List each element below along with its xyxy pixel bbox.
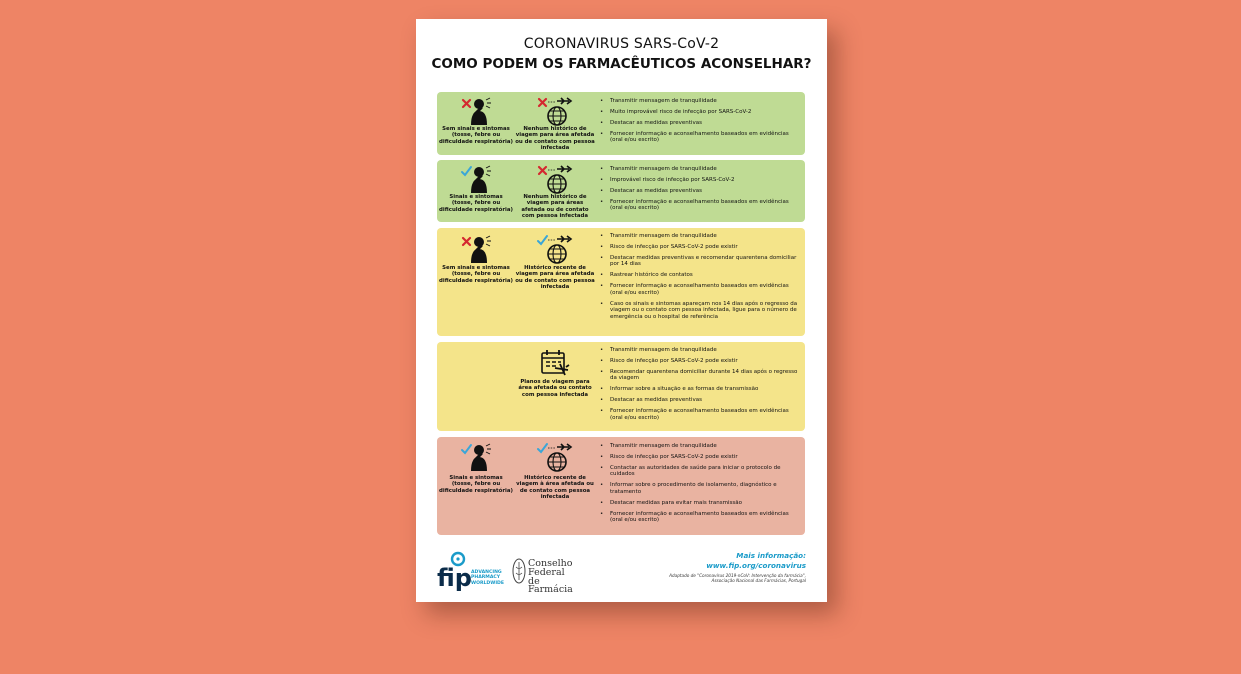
advice-item: • Risco de infecção por SARS-CoV-2 pode existir — [600, 244, 800, 250]
travel-column — [515, 442, 595, 472]
globe-plane-cross-icon — [537, 164, 573, 194]
symptom-column — [439, 442, 513, 472]
globe-plane-check-icon — [537, 234, 573, 264]
symptom-column — [439, 234, 513, 264]
advice-item: • Fornecer informação e aconselhamento baseados em evidências (oral e/ou escrito) — [600, 511, 800, 524]
travel-column — [515, 96, 595, 126]
more-info-link[interactable]: www.fip.org/coronavirus — [706, 561, 806, 570]
globe-plane-check-icon — [537, 442, 573, 472]
symptom-column — [439, 164, 513, 194]
poster-title: CORONAVIRUS SARS-CoV-2 — [523, 36, 720, 52]
globe-plane-cross-icon — [537, 96, 573, 126]
travel-caption: Nenhum histórico de viagem para áreas afetada ou de contato com pessoa infectada — [521, 194, 589, 220]
symptom-caption: Sinais e sintomas (tosse, febre ou dificuldade respiratória) — [439, 475, 513, 494]
symptom-caption: Sinais e sintomas (tosse, febre ou dificuldade respiratória) — [439, 194, 513, 213]
advice-item: • Fornecer informação e aconselhamento baseados em evidências (oral e/ou escrito) — [600, 408, 800, 421]
advice-row — [437, 342, 805, 431]
symptom-caption: Sem sinais e sintomas (tosse, febre ou dificuldade respiratória) — [439, 265, 513, 284]
travel-column — [515, 348, 595, 378]
advice-list — [600, 347, 800, 426]
advice-item: • Fornecer informação e aconselhamento baseados em evidências (oral e/ou escrito) — [600, 283, 800, 296]
advice-item: • Contactar as autoridades de saúde para iniciar o protocolo de cuidados — [600, 465, 800, 478]
credit-text: Adaptado de "Coronavírus 2019-nCoV: Intervenção da farmácia", Associação Nacional das Farmácias, Portugal — [669, 573, 806, 583]
advice-item: • Recomendar quarentena domiciliar durante 14 dias após o regresso da viagem — [600, 369, 800, 382]
travel-column — [515, 164, 595, 194]
fip-tagline: ADVANCING PHARMACY WORLDWIDE — [471, 570, 504, 586]
advice-item: • Caso os sinais e sintomas apareçam nos 14 dias após o regresso da viagem ou o contato com pessoa infectada, ligue para o número de emergência ou o hospital de referência — [600, 301, 800, 320]
fip-logo-text: fip — [437, 564, 472, 592]
advice-list — [600, 443, 800, 528]
advice-item: • Informar sobre o procedimento de isolamento, diagnóstico e tratamento — [600, 482, 800, 495]
advice-list — [600, 233, 800, 325]
advice-item: • Destacar medidas preventivas e recomendar quarentena domiciliar por 14 dias — [600, 255, 800, 268]
poster — [416, 19, 827, 602]
advice-list — [600, 98, 800, 148]
travel-plan-calendar-icon — [538, 348, 572, 378]
travel-caption: Histórico recente de viagem para área afetada ou de contato com pessoa infectada — [515, 265, 595, 291]
advice-item: • Destacar as medidas preventivas — [600, 120, 800, 126]
advice-item: • Rastrear histórico de contatos — [600, 272, 800, 278]
advice-item: • Destacar medidas para evitar mais transmissão — [600, 500, 800, 506]
symptom-caption: Sem sinais e sintomas (tosse, febre ou dificuldade respiratória) — [439, 126, 513, 145]
person-cough-check-icon — [459, 442, 493, 472]
advice-item: • Risco de infecção por SARS-CoV-2 pode existir — [600, 358, 800, 364]
person-cough-cross-icon — [459, 96, 493, 126]
advice-item: • Fornecer informação e aconselhamento baseados em evidências (oral e/ou escrito) — [600, 131, 800, 144]
cff-logo-text: Conselho Federal de Farmácia — [528, 558, 573, 596]
person-cough-check-icon — [459, 164, 493, 194]
travel-caption: Histórico recente de viagem à área afetada ou de contato com pessoa infectada — [516, 475, 594, 501]
advice-item: • Transmitir mensagem de tranquilidade — [600, 166, 800, 172]
travel-column — [515, 234, 595, 264]
cff-emblem-icon — [512, 558, 526, 584]
poster-subtitle: COMO PODEM OS FARMACÊUTICOS ACONSELHAR? — [431, 56, 812, 72]
advice-row — [437, 228, 805, 336]
advice-row — [437, 92, 805, 155]
advice-item: • Improvável risco de infecção por SARS-CoV-2 — [600, 177, 800, 183]
advice-list — [600, 166, 800, 216]
advice-row — [437, 437, 805, 535]
symptom-column — [439, 96, 513, 126]
cff-logo — [512, 558, 573, 596]
advice-item: • Transmitir mensagem de tranquilidade — [600, 233, 800, 239]
advice-item: • Informar sobre a situação e as formas de transmissão — [600, 386, 800, 392]
travel-caption: Planos de viagem para área afetada ou contato com pessoa infectada — [518, 379, 592, 398]
advice-item: • Transmitir mensagem de tranquilidade — [600, 347, 800, 353]
advice-item: • Risco de infecção por SARS-CoV-2 pode existir — [600, 454, 800, 460]
advice-item: • Transmitir mensagem de tranquilidade — [600, 443, 800, 449]
person-cough-cross-icon — [459, 234, 493, 264]
advice-item: • Muito improvável risco de infecção por SARS-CoV-2 — [600, 109, 800, 115]
more-info-label: Mais informação: — [736, 551, 806, 560]
advice-item: • Destacar as medidas preventivas — [600, 188, 800, 194]
advice-item: • Destacar as medidas preventivas — [600, 397, 800, 403]
travel-caption: Nenhum histórico de viagem para área afetada ou de contato com pessoa infectada — [515, 126, 595, 152]
advice-row — [437, 160, 805, 222]
advice-item: • Transmitir mensagem de tranquilidade — [600, 98, 800, 104]
advice-item: • Fornecer informação e aconselhamento baseados em evidências (oral e/ou escrito) — [600, 199, 800, 212]
